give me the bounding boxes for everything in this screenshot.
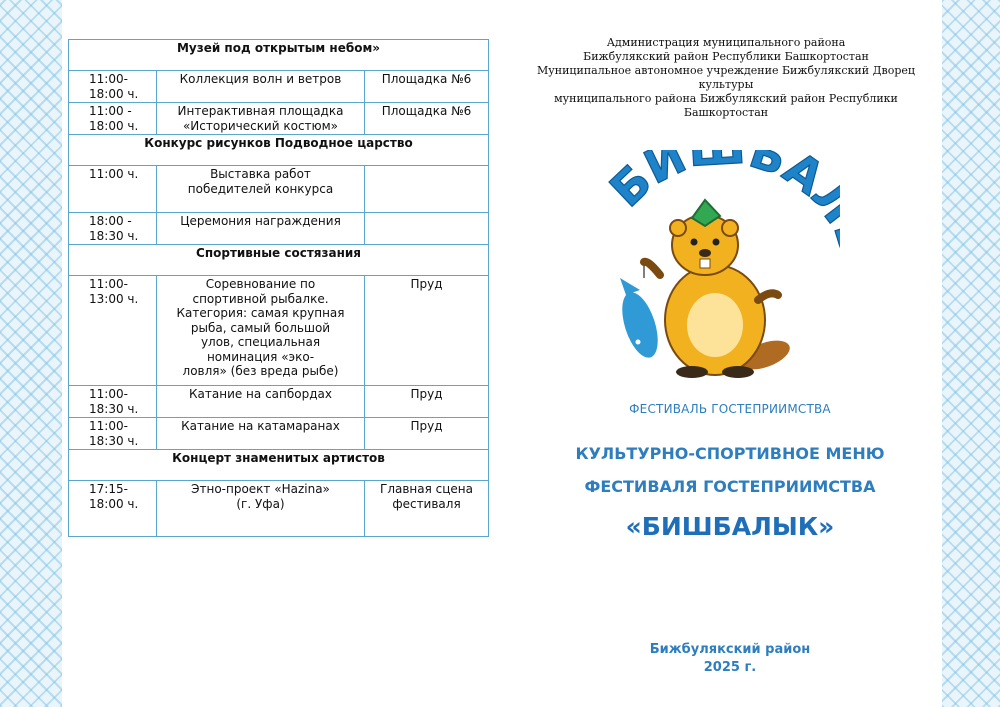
- schedule-table: [68, 39, 489, 537]
- beaver-icon: [644, 200, 794, 378]
- event-cell-line: Выставка работ: [210, 167, 311, 181]
- place-cell: [365, 418, 489, 450]
- time-cell-line: 18:00 -: [89, 214, 132, 228]
- event-cell-line: Катание на сапбордах: [189, 387, 332, 401]
- section-title: Музей под открытым небом»: [69, 40, 489, 71]
- time-cell: [69, 103, 157, 135]
- time-cell-line: 17:15-: [89, 482, 128, 496]
- event-cell-line: спортивной рыбалке.: [192, 291, 329, 306]
- event-cell-line: номинация «эко-: [206, 349, 315, 364]
- time-cell-line: 11:00-: [89, 277, 128, 291]
- event-cell-line: Категория: самая крупная: [176, 306, 345, 320]
- admin-line: Администрация муниципального района: [606, 36, 846, 49]
- admin-line: муниципального района Бижбулякский район Республики Башкортостан: [554, 92, 898, 119]
- event-cell: [157, 71, 365, 103]
- table-row: [69, 103, 489, 135]
- time-cell-line: 18:00 ч.: [89, 86, 139, 101]
- event-cell-line: (г. Уфа): [236, 496, 285, 511]
- place-cell-line: Пруд: [410, 387, 443, 401]
- event-cell-line: улов, специальная: [200, 335, 321, 349]
- place-cell: [365, 481, 489, 537]
- event-cell: [157, 276, 365, 386]
- place-cell: [365, 71, 489, 103]
- schedule-section-header: [69, 245, 489, 276]
- section-title: Концерт знаменитых артистов: [69, 450, 489, 481]
- time-cell: [69, 71, 157, 103]
- time-cell-line: 11:00 ч.: [89, 167, 139, 181]
- festival-logo: [600, 150, 840, 390]
- beaver-mascot-with-fish-icon: [600, 150, 840, 390]
- table-row: [69, 386, 489, 418]
- event-cell-line: Коллекция волн и ветров: [179, 72, 342, 86]
- event-cell: [157, 213, 365, 245]
- admin-line: Бижбулякский район Республики Башкортостан: [583, 50, 869, 63]
- footer-location: [620, 641, 840, 677]
- administration-header: [517, 36, 935, 120]
- festival-subtitle: ФЕСТИВАЛЬ ГОСТЕПРИИМСТВА: [629, 402, 831, 416]
- event-cell-line: «Исторический костюм»: [182, 118, 339, 133]
- time-cell-line: 11:00 -: [89, 104, 132, 118]
- right-ornament-border: [942, 0, 1000, 707]
- table-row: [69, 418, 489, 450]
- time-cell-line: 18:30 ч.: [89, 228, 139, 243]
- event-cell: [157, 386, 365, 418]
- time-cell-line: 18:30 ч.: [89, 401, 139, 416]
- event-cell-line: Катание на катамаранах: [181, 419, 340, 433]
- place-cell-line: Площадка №6: [381, 104, 472, 118]
- time-cell-line: 11:00-: [89, 72, 128, 86]
- event-cell-line: рыба, самый большой: [190, 320, 331, 335]
- time-cell-line: 13:00 ч.: [89, 291, 139, 306]
- place-cell-line: Главная сцена: [380, 482, 473, 496]
- time-cell: [69, 276, 157, 386]
- menu-title-line-2: ФЕСТИВАЛЯ ГОСТЕПРИИМСТВА: [584, 477, 876, 496]
- place-cell-line: Площадка №6: [381, 72, 472, 86]
- logo-wordmark: БИ БА: [600, 150, 835, 218]
- table-row: [69, 481, 489, 537]
- time-cell: [69, 213, 157, 245]
- table-row: [69, 276, 489, 386]
- place-cell: [365, 386, 489, 418]
- time-cell: [69, 386, 157, 418]
- time-cell-line: 18:00 ч.: [89, 496, 139, 511]
- admin-line: Муниципальное автономное учреждение Бижбулякский Дворец культуры: [537, 64, 915, 91]
- event-cell-line: Интерактивная площадка: [177, 104, 344, 118]
- place-cell-line: Пруд: [410, 277, 443, 291]
- event-cell: [157, 418, 365, 450]
- year: 2025 г.: [703, 660, 757, 675]
- schedule-section-header: [69, 135, 489, 166]
- table-row: [69, 71, 489, 103]
- time-cell-line: 18:30 ч.: [89, 433, 139, 448]
- time-cell: [69, 418, 157, 450]
- place-cell-line: Пруд: [410, 419, 443, 433]
- section-title: Спортивные состязания: [69, 245, 489, 276]
- left-ornament-border: [0, 0, 62, 707]
- event-cell: [157, 103, 365, 135]
- time-cell: [69, 481, 157, 537]
- place-cell: [365, 276, 489, 386]
- place-cell: [365, 213, 489, 245]
- district-name: Бижбулякский район: [649, 642, 811, 657]
- event-cell: [157, 166, 365, 213]
- event-cell-line: победителей конкурса: [187, 181, 334, 196]
- time-cell: [69, 166, 157, 213]
- place-cell: [365, 103, 489, 135]
- event-cell-line: ловля» (без вреда рыбе): [182, 364, 339, 378]
- menu-title-line-1: КУЛЬТУРНО-СПОРТИВНОЕ МЕНЮ: [575, 444, 885, 463]
- festival-name: «БИШБАЛЫК»: [625, 512, 835, 541]
- event-cell-line: Церемония награждения: [180, 214, 341, 228]
- event-cell: [157, 481, 365, 537]
- place-cell: [365, 166, 489, 213]
- time-cell-line: 18:00 ч.: [89, 118, 139, 133]
- place-cell-line: фестиваля: [392, 496, 461, 511]
- time-cell-line: 11:00-: [89, 419, 128, 433]
- schedule-section-header: [69, 450, 489, 481]
- schedule-section-header: [69, 40, 489, 71]
- event-cell-line: Соревнование по: [205, 277, 316, 291]
- table-row: [69, 213, 489, 245]
- table-row: [69, 166, 489, 213]
- time-cell-line: 11:00-: [89, 387, 128, 401]
- event-cell-line: Этно-проект «Hazina»: [191, 482, 330, 496]
- section-title: Конкурс рисунков Подводное царство: [69, 135, 489, 166]
